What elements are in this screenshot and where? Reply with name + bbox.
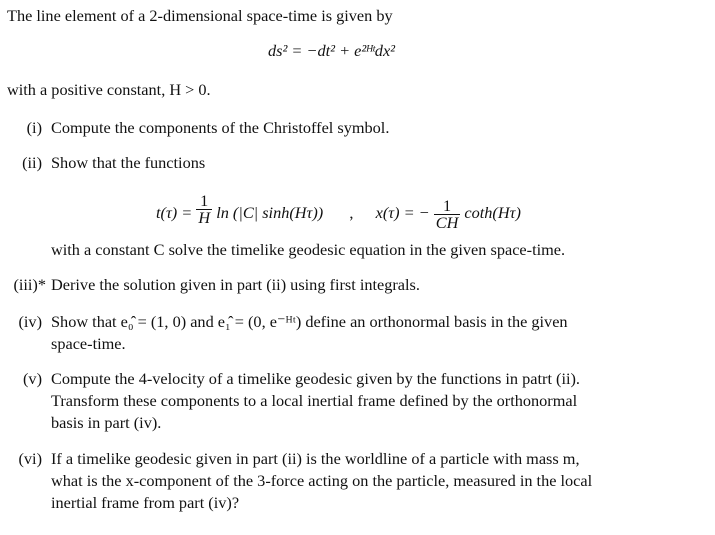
item-text-iii: Derive the solution given in part (ii) using first integrals. <box>51 275 420 294</box>
item-text-v-line2: Transform these components to a local inertial frame defined by the orthonormal <box>51 391 578 410</box>
x-fraction <box>434 198 461 231</box>
t-frac-den: H <box>198 208 211 227</box>
x-frac-den: CH <box>435 213 459 232</box>
item-label-iii: (iii)* <box>13 275 46 294</box>
item-text-iv-line2: space-time. <box>51 334 126 353</box>
item-text-i: Compute the components of the Christoffel symbol. <box>51 118 390 137</box>
t-lhs: t(τ) = <box>156 203 193 223</box>
geodesic-equations <box>156 191 521 232</box>
t-fraction <box>196 193 212 226</box>
item-label-v: (v) <box>23 369 42 388</box>
x-lhs: x(τ) = − <box>375 203 430 223</box>
intro-line-2: with a positive constant, H > 0. <box>7 80 211 99</box>
item-text-vi-line3: inertial frame from part (iv)? <box>51 493 240 512</box>
t-frac-num: 1 <box>196 193 212 210</box>
intro-line-1: The line element of a 2-dimensional space-time is given by <box>7 6 393 25</box>
equation-separator: , <box>349 203 354 223</box>
item-text-v-line3: basis in part (iv). <box>51 413 162 432</box>
item-label-vi: (vi) <box>18 449 42 468</box>
x-frac-num: 1 <box>434 198 461 215</box>
line-element-equation: ds² = −dt² + e²ᴴᵗdx² <box>268 41 396 60</box>
item-text-vi-line2: what is the x-component of the 3-force acting on the particle, measured in the local <box>51 471 593 490</box>
item-text-iv-line1: Show that e₀̂ = (1, 0) and e₁̂ = (0, e⁻ᴴᵗ) define an orthonormal basis in the given <box>51 312 568 331</box>
item-text-vi-line1: If a timelike geodesic given in part (ii) is the worldline of a particle with mass m, <box>51 449 580 468</box>
geodesic-after-text: with a constant C solve the timelike geodesic equation in the given space-time. <box>51 240 566 259</box>
item-text-v-line1: Compute the 4-velocity of a timelike geodesic given by the functions in patrt (ii). <box>51 369 581 388</box>
item-label-ii: (ii) <box>22 153 42 172</box>
item-label-iv: (iv) <box>18 312 42 331</box>
item-text-ii: Show that the functions <box>51 153 206 172</box>
item-label-i: (i) <box>26 118 42 137</box>
t-rhs: ln (|C| sinh(Hτ)) <box>216 203 324 223</box>
x-rhs: coth(Hτ) <box>464 203 521 223</box>
